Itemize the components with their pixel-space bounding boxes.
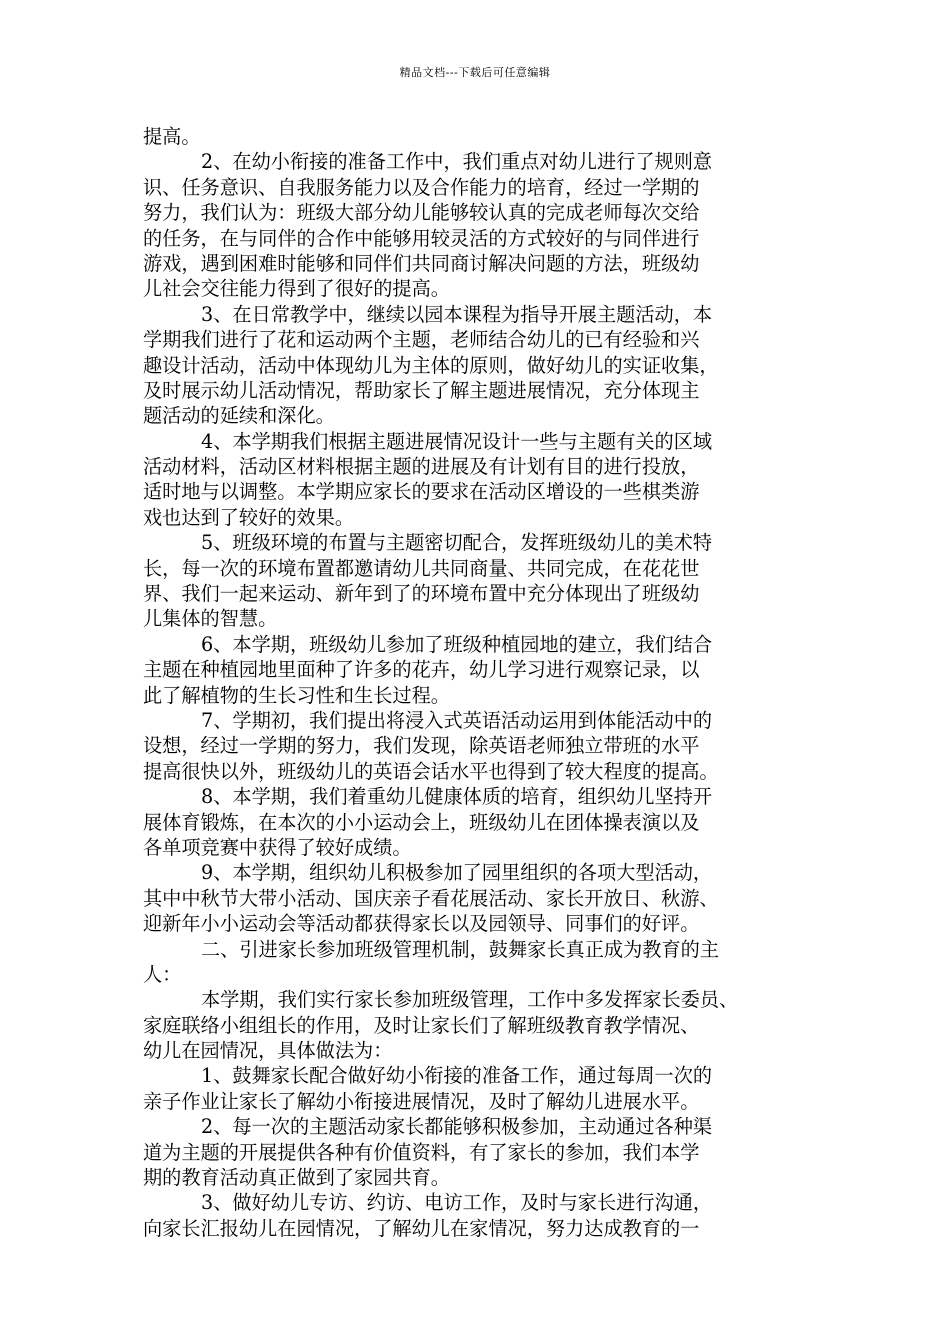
text-line: 2、在幼小衔接的准备工作中，我们重点对幼儿进行了规则意 bbox=[201, 150, 713, 174]
text-line: 5、班级环境的布置与主题密切配合，发挥班级幼儿的美术特 bbox=[201, 531, 713, 555]
text-line: 提高。 bbox=[143, 125, 201, 148]
text-line: 向家长汇报幼儿在园情况，了解幼儿在家情况，努力达成教育的一 bbox=[143, 1216, 700, 1240]
text-line: 8、本学期，我们着重幼儿健康体质的培育，组织幼儿坚持开 bbox=[201, 785, 713, 809]
text-line: 活动材料，活动区材料根据主题的进展及有计划有目的进行投放， bbox=[143, 455, 700, 479]
text-line: 3、在日常教学中，继续以园本课程为指导开展主题活动，本 bbox=[201, 302, 713, 326]
text-line: 人： bbox=[143, 962, 182, 986]
text-line: 各单项竞赛中获得了较好成绩。 bbox=[143, 835, 412, 859]
document-body bbox=[143, 124, 823, 1241]
text-line: 1、鼓舞家长配合做好幼小衔接的准备工作，通过每周一次的 bbox=[201, 1064, 713, 1088]
text-line: 学期我们进行了花和运动两个主题，老师结合幼儿的已有经验和兴 bbox=[143, 328, 700, 352]
text-line: 亲子作业让家长了解幼小衔接进展情况，及时了解幼儿进展水平。 bbox=[143, 1089, 700, 1113]
text-line: 展体育锻炼，在本次的小小运动会上，班级幼儿在团体操表演以及 bbox=[143, 810, 700, 834]
text-line: 界、我们一起来运动、新年到了的环境布置中充分体现出了班级幼 bbox=[143, 582, 700, 606]
text-line: 迎新年小小运动会等活动都获得家长以及园领导、同事们的好评。 bbox=[143, 912, 700, 936]
text-line: 及时展示幼儿活动情况，帮助家长了解主题进展情况，充分体现主 bbox=[143, 378, 700, 402]
text-line: 戏也达到了较好的效果。 bbox=[143, 505, 355, 529]
text-line: 适时地与以调整。本学期应家长的要求在活动区增设的一些棋类游 bbox=[143, 480, 700, 504]
text-line: 提高很快以外，班级幼儿的英语会话水平也得到了较大程度的提高。 bbox=[143, 759, 719, 783]
text-line: 期的教育活动真正做到了家园共育。 bbox=[143, 1166, 450, 1190]
text-line: 题活动的延续和深化。 bbox=[143, 404, 335, 428]
text-line: 的任务，在与同伴的合作中能够用较灵活的方式较好的与同伴进行 bbox=[143, 226, 700, 250]
text-line: 此了解植物的生长习性和生长过程。 bbox=[143, 683, 450, 707]
text-line: 道为主题的开展提供各种有价值资料，有了家长的参加，我们本学 bbox=[143, 1140, 700, 1164]
text-line: 儿社会交往能力得到了很好的提高。 bbox=[143, 277, 450, 301]
text-line: 长，每一次的环境布置都邀请幼儿共同商量、共同完成，在花花世 bbox=[143, 556, 700, 580]
text-line: 本学期，我们实行家长参加班级管理，工作中多发挥家长委员、 bbox=[201, 988, 739, 1012]
page-header: 精品文档---下载后可任意编辑 bbox=[399, 66, 551, 79]
text-line: 识、任务意识、自我服务能力以及合作能力的培育，经过一学期的 bbox=[143, 175, 700, 199]
text-line: 设想，经过一学期的努力，我们发现，除英语老师独立带班的水平 bbox=[143, 734, 700, 758]
text-line: 4、本学期我们根据主题进展情况设计一些与主题有关的区域 bbox=[201, 429, 713, 453]
text-line: 儿集体的智慧。 bbox=[143, 607, 278, 631]
text-line: 9、本学期，组织幼儿积极参加了园里组织的各项大型活动， bbox=[201, 861, 713, 885]
text-line: 7、学期初，我们提出将浸入式英语活动运用到体能活动中的 bbox=[201, 708, 713, 732]
text-line: 其中中秋节大带小活动、国庆亲子看花展活动、家长开放日、秋游、 bbox=[143, 886, 719, 910]
text-line: 2、每一次的主题活动家长都能够积极参加，主动通过各种渠 bbox=[201, 1115, 713, 1139]
text-line: 6、本学期，班级幼儿参加了班级种植园地的建立，我们结合 bbox=[201, 632, 713, 656]
text-line: 幼儿在园情况，具体做法为： bbox=[143, 1039, 393, 1063]
text-line: 趣设计活动，活动中体现幼儿为主体的原则，做好幼儿的实证收集， bbox=[143, 353, 719, 377]
text-line: 3、做好幼儿专访、约访、电访工作，及时与家长进行沟通， bbox=[201, 1191, 713, 1215]
text-line: 家庭联络小组组长的作用，及时让家长们了解班级教育教学情况、 bbox=[143, 1013, 700, 1037]
text-line: 努力，我们认为：班级大部分幼儿能够较认真的完成老师每次交给 bbox=[143, 201, 700, 225]
text-line: 二、引进家长参加班级管理机制，鼓舞家长真正成为教育的主 bbox=[201, 937, 720, 961]
text-line: 主题在种植园地里面种了许多的花卉，幼儿学习进行观察记录，以 bbox=[143, 658, 700, 682]
text-line: 游戏，遇到困难时能够和同伴们共同商讨解决问题的方法，班级幼 bbox=[143, 251, 700, 275]
